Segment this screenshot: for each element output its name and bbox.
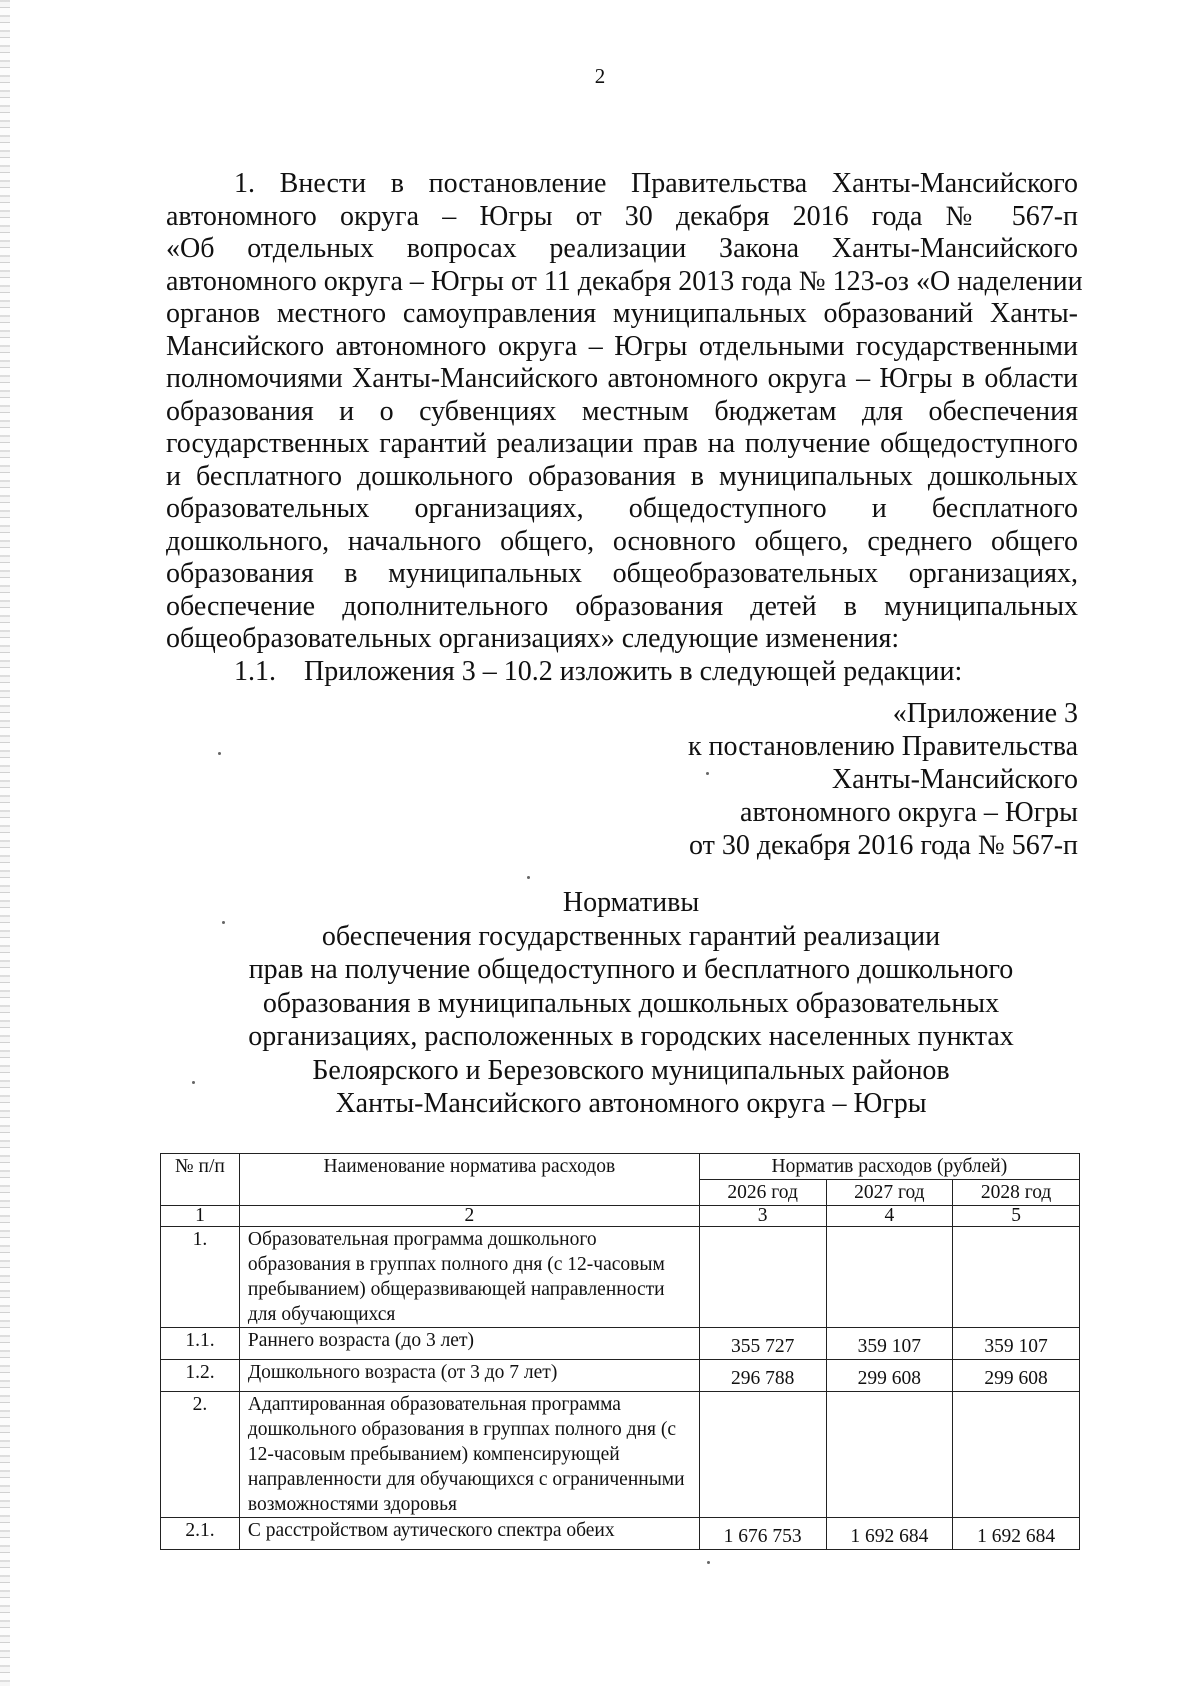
heading-line: прав на получение общедоступного и бесплатного дошкольного <box>248 954 1014 985</box>
column-index: 3 <box>699 1206 826 1227</box>
heading-title: Нормативы <box>562 887 700 918</box>
value-2027: 299 608 <box>826 1360 953 1392</box>
paragraph-line: органов местного самоуправления муниципальных образований Ханты- <box>166 298 1078 329</box>
value-2026 <box>699 1392 826 1518</box>
scan-speck <box>192 1081 195 1084</box>
row-number: 1.2. <box>161 1360 240 1392</box>
column-index: 4 <box>826 1206 953 1227</box>
row-name: Адаптированная образовательная программа дошкольного образования в группах полного дня (с 12-часовым пребыванием) компенсирующей направленности для обучающихся с ограниченными возможностями здоровья <box>239 1392 699 1518</box>
value-2026: 296 788 <box>699 1360 826 1392</box>
item-1-1-text: Приложения 3 – 10.2 изложить в следующей редакции: <box>304 655 963 687</box>
row-name: С расстройством аутического спектра обеих <box>239 1518 699 1550</box>
header-year: 2027 год <box>826 1180 953 1206</box>
appendix-line: автономного округа – Югры <box>740 797 1078 828</box>
scan-speck <box>218 752 221 755</box>
value-2028: 299 608 <box>953 1360 1080 1392</box>
value-2026: 1 676 753 <box>699 1518 826 1550</box>
row-number: 2.1. <box>161 1518 240 1550</box>
table-row <box>161 1227 1080 1328</box>
heading-line: образования в муниципальных дошкольных образовательных <box>262 987 1000 1019</box>
scan-speck <box>706 772 709 775</box>
header-year: 2028 год <box>953 1180 1080 1206</box>
column-index: 5 <box>953 1206 1080 1227</box>
value-2027 <box>826 1227 953 1328</box>
paragraph-line: Мансийского автономного округа – Югры отдельными государственными <box>166 330 1078 362</box>
value-2027: 359 107 <box>826 1328 953 1360</box>
column-index: 2 <box>239 1206 699 1227</box>
value-2028: 359 107 <box>953 1328 1080 1360</box>
paragraph-line: и бесплатного дошкольного образования в муниципальных дошкольных <box>166 460 1078 492</box>
paragraph-line: обеспечение дополнительного образования детей в муниципальных <box>166 590 1078 622</box>
resolution-paragraph <box>166 168 1083 688</box>
paragraph-line: полномочиями Ханты-Мансийского автономного округа – Югры в области <box>166 363 1078 394</box>
row-name: Образовательная программа дошкольного образования в группах полного дня (с 12-часовым пребыванием) общеразвивающей направленности для обучающихся <box>239 1227 699 1328</box>
column-index: 1 <box>161 1206 240 1227</box>
paragraph-line: «Об отдельных вопросах реализации Закона Ханты-Мансийского <box>166 233 1078 264</box>
row-number: 1.1. <box>161 1328 240 1360</box>
value-2028 <box>953 1392 1080 1518</box>
row-number: 1. <box>161 1227 240 1328</box>
paragraph-line: образования и о субвенциях местным бюджетам для обеспечения <box>166 395 1078 427</box>
table-row <box>161 1392 1080 1518</box>
paragraph-line: 1. Внести в постановление Правительства Ханты-Мансийского <box>234 168 1078 199</box>
heading-line: Белоярского и Березовского муниципальных районов <box>312 1054 950 1086</box>
heading-line: Ханты-Мансийского автономного округа – Югры <box>335 1088 927 1119</box>
row-name: Дошкольного возраста (от 3 до 7 лет) <box>239 1360 699 1392</box>
scan-speck <box>527 876 530 879</box>
value-2026 <box>699 1227 826 1328</box>
table-row <box>161 1328 1080 1360</box>
value-2027 <box>826 1392 953 1518</box>
table-index-row <box>161 1206 1080 1227</box>
paragraph-line: дошкольного, начального общего, основного общего, среднего общего <box>166 525 1078 557</box>
item-1-1-number: 1.1. <box>234 655 276 687</box>
appendix-line: Ханты-Мансийского <box>831 764 1078 795</box>
heading-line: организациях, расположенных в городских населенных пунктах <box>248 1021 1014 1052</box>
heading-line: обеспечения государственных гарантий реализации <box>321 920 941 952</box>
paragraph-line: образования в муниципальных общеобразовательных организациях, <box>166 558 1078 589</box>
row-number: 2. <box>161 1392 240 1518</box>
value-2026: 355 727 <box>699 1328 826 1360</box>
paragraph-line: автономного округа – Югры от 11 декабря 2013 года № 123-оз «О наделении <box>166 265 1083 297</box>
norms-heading <box>0 886 1200 1121</box>
paragraph-line: общеобразовательных организациях» следующие изменения: <box>166 623 900 654</box>
header-number: № п/п <box>161 1154 240 1206</box>
value-2028: 1 692 684 <box>953 1518 1080 1550</box>
item-1-1 <box>166 656 1078 689</box>
paragraph-line: образовательных организациях, общедоступного и бесплатного <box>166 493 1078 524</box>
appendix-line: к постановлению Правительства <box>687 731 1078 762</box>
row-name: Раннего возраста (до 3 лет) <box>239 1328 699 1360</box>
page-number: 2 <box>594 64 606 88</box>
header-name: Наименование норматива расходов <box>239 1154 699 1206</box>
norms-table <box>160 1153 1080 1550</box>
paragraph-line: государственных гарантий реализации прав на получение общедоступного <box>166 428 1078 459</box>
table-row <box>161 1518 1080 1550</box>
value-2028 <box>953 1227 1080 1328</box>
table-row <box>161 1360 1080 1392</box>
paragraph-line: автономного округа – Югры от 30 декабря 2016 года № 567-п <box>166 200 1078 232</box>
scan-edge-artifact <box>0 0 10 1686</box>
scan-speck <box>707 1561 710 1564</box>
appendix-line: «Приложение 3 <box>892 698 1078 729</box>
header-group: Норматив расходов (рублей) <box>699 1154 1079 1180</box>
appendix-line: от 30 декабря 2016 года № 567-п <box>689 830 1078 861</box>
header-year: 2026 год <box>699 1180 826 1206</box>
appendix-reference <box>688 697 1078 862</box>
value-2027: 1 692 684 <box>826 1518 953 1550</box>
scan-speck <box>222 921 225 924</box>
table-header-row <box>161 1154 1080 1180</box>
